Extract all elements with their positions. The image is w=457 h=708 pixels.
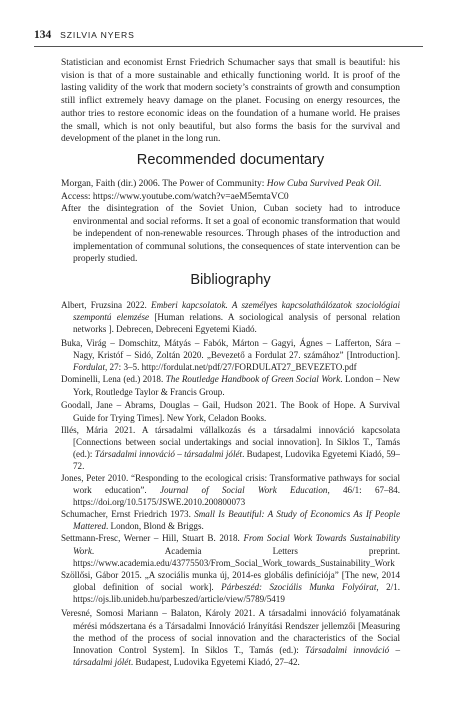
bib-entry: Veresné, Somosi Mariann – Balaton, Károly 2021. A társadalmi innováció folyamatának mérési módszertana és a Társadalmi Innováció Irányítási Rendszer jellemzői [Measuring the method of the process of social innovation and the characteristics of the Social Innovation Control System]. In Siklos T., Tamás (ed.): Társadalmi innováció – társadalmi jólét. Budapest, Ludovika Egyetemi Kiadó, 27–42. <box>61 608 400 667</box>
running-head-author: SZILVIA NYERS <box>60 30 135 40</box>
page-number: 134 <box>34 29 52 41</box>
bib-entry: Jones, Peter 2010. “Responding to the ecological crisis: Transformative pathways for social work education”. Journal of Social Work Education, 46/1: 67–84. https://doi.org/10.5175/JSWE.2010.200800073 <box>61 473 400 508</box>
bib-entry: Dominelli, Lena (ed.) 2018. The Routledge Handbook of Green Social Work. London – New York, Routledge Taylor & Francis Group. <box>61 374 400 397</box>
bib-entry: Albert, Fruzsina 2022. Emberi kapcsolatok. A személyes kapcsolathálózatok szociológiai szempontú elemzése [Human relations. A sociological analysis of personal relation networks ]. Debrecen, Debreceni Egyetemi Kiadó. <box>61 300 400 335</box>
bib-entry: Illés, Mária 2021. A társadalmi vállalkozás és a társadalmi innováció kapcsolata [Connections between social undertakings and social innovation]. In Siklos T., Tamás (ed.): Társadalmi innováció – társadalmi jólét. Budapest, Ludovika Egyetemi Kiadó, 59–72. <box>61 424 400 471</box>
bibliography-list <box>61 299 400 668</box>
running-head <box>34 29 135 41</box>
header-rule <box>34 46 423 47</box>
bib-entry: Goodall, Jane – Abrams, Douglas – Gail, Hudson 2021. The Book of Hope. A Survival Guide for Trying Times]. New York, Celadon Books. <box>61 400 400 423</box>
documentary-access: Access: https://www.youtube.com/watch?v=aeM5emtaVC0 <box>61 191 289 202</box>
documentary-title: How Cuba Survived Peak Oil. <box>266 179 382 189</box>
documentary-citation-text: Morgan, Faith (dir.) 2006. The Power of Community: <box>61 179 267 189</box>
documentary-description: After the disintegration of the Soviet Union, Cuban society had to introduce environmental and social reforms. It set a goal of economic transformation that would be independent of non-renewable resources. Through phases of the introduction and implementation of communal solutions, the consequences of state intervention can be properly studied. <box>61 204 400 264</box>
documentary-heading: Recommended documentary <box>136 152 325 168</box>
bibliography-heading: Bibliography <box>190 272 271 288</box>
bib-entry: Buka, Virág – Domschitz, Mátyás – Fabók, Márton – Gagyi, Ágnes – Lafferton, Sára – Nagy, Kristóf – Sidó, Zoltán 2020. „Bevezető a Fordulat 27. számához” [Introduction]. Fordulat, 27: 3–5. http://fordulat.net/pdf/27/FORDULAT27_BEVEZETO.pdf <box>61 338 400 373</box>
documentary-section <box>61 178 400 266</box>
bib-entry: Schumacher, Ernst Friedrich 1973. Small Is Beautiful: A Study of Economics As If People Mattered. London, Blond & Briggs. <box>61 509 400 532</box>
bib-entry: Settmann-Fresc, Werner – Hill, Stuart B. 2018. From Social Work Towards Sustainability Work. Academia Letters preprint. https://www.academia.edu/43775503/From_Social_Work_towards_Sustainability_Work <box>61 533 400 568</box>
bib-entry: Szöllősi, Gábor 2015. „A szociális munka új, 2014-es globális definíciója” [The new, 2014 global definition of social work]. Párbeszéd: Szociális Munka Folyóirat, 2/1. https://ojs.lib.unideb.hu/parbeszed/article/view/5789/5419 <box>61 569 400 604</box>
documentary-citation <box>61 178 400 191</box>
intro-paragraph: Statistician and economist Ernst Friedrich Schumacher says that small is beautiful: his vision is that of a more sustainable and ethically functioning world. It is proof of the lasting validity of the work that modern society’s constraints of growth and consumption still inflict extremely heavy damage on the planet. Focusing on energy resources, the author tries to restore economic ideas on the foundation of a humane world. He praises the small, which is not only beautiful, but also forms the basis for the survival and development of the planet in the long run. <box>61 58 400 145</box>
